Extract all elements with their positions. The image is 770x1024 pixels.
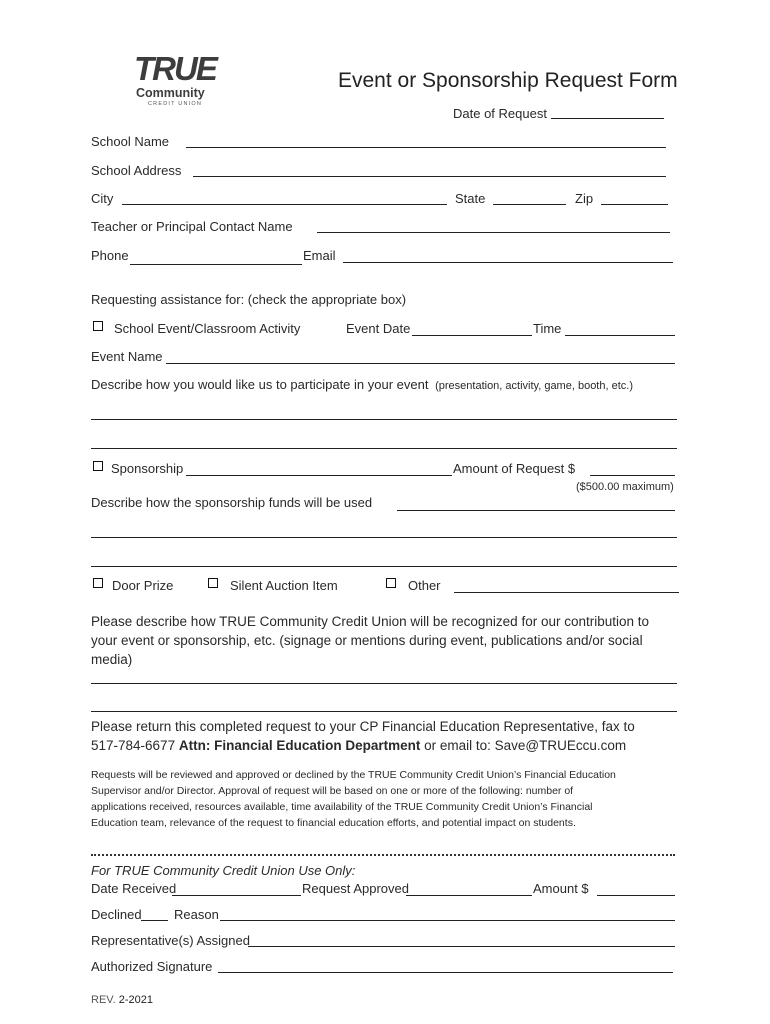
other-label: Other [408,578,441,593]
date-received-field[interactable] [172,895,301,896]
school-name-label: School Name [91,134,170,149]
review-line-2: Supervisor and/or Director. Approval of request will be based on one or more of the following: number of [91,785,574,797]
school-address-field[interactable] [193,176,666,177]
funds-line-2[interactable] [91,566,677,567]
funds-line-1[interactable] [91,537,677,538]
sponsorship-field[interactable] [186,475,452,476]
revision-prefix: REV. [91,994,116,1006]
sponsorship-label: Sponsorship [111,461,184,476]
review-line-4: Education team, relevance of the request to financial education efforts, and potential impact on students. [91,817,576,829]
event-name-label: Event Name [91,349,163,364]
form-title: Event or Sponsorship Request Form [338,69,678,92]
city-label: City [91,191,114,206]
school-event-checkbox[interactable] [93,321,103,331]
logo-community: Community [136,86,205,100]
return-instructions [91,717,635,755]
school-event-label: School Event/Classroom Activity [114,321,301,336]
fax-number: 517-784-6677 [91,738,176,753]
recognition-line-2: your event or sponsorship, etc. (signage or mentions during event, publications and/or social [91,633,643,648]
silent-auction-checkbox[interactable] [208,578,218,588]
silent-auction-label: Silent Auction Item [230,578,338,593]
school-address-label: School Address [91,163,182,178]
email-field[interactable] [343,262,673,263]
logo-brand: TRUE [134,50,216,87]
recognition-line-3: media) [91,652,133,667]
sponsorship-checkbox[interactable] [93,461,103,471]
other-checkbox[interactable] [386,578,396,588]
recognition-answer-line-2[interactable] [91,711,677,712]
time-label: Time [533,321,562,336]
event-date-field[interactable] [412,335,532,336]
sponsorship-maximum: ($500.00 maximum) [576,481,674,493]
event-date-label: Event Date [346,321,411,336]
event-name-field[interactable] [166,363,675,364]
date-of-request-label: Date of Request [453,106,547,121]
contact-name-field[interactable] [317,232,670,233]
reason-field[interactable] [220,920,675,921]
amount-of-request-field[interactable] [590,475,675,476]
school-name-field[interactable] [186,147,666,148]
recognition-question [91,612,649,669]
request-approved-field[interactable] [406,895,532,896]
describe-participation-hint: (presentation, activity, game, booth, etc.) [435,380,633,392]
dotted-divider [91,854,675,856]
contact-name-label: Teacher or Principal Contact Name [91,219,293,234]
declined-field[interactable] [141,920,168,921]
internal-amount-label: Amount $ [533,881,589,896]
representative-field[interactable] [248,946,675,947]
review-policy [91,767,616,831]
internal-use-heading: For TRUE Community Credit Union Use Only: [91,863,356,878]
requesting-heading: Requesting assistance for: (check the appropriate box) [91,292,407,307]
phone-field[interactable] [130,264,302,265]
recognition-answer-line-1[interactable] [91,683,677,684]
state-field[interactable] [493,204,566,205]
attn-text: Attn: Financial Education Department [178,738,421,753]
internal-amount-field[interactable] [597,895,675,896]
review-line-3: applications received, resources available, time availability of the TRUE Community Credit Union’s Financial [91,801,593,813]
authorized-signature-label: Authorized Signature [91,959,213,974]
describe-funds-field[interactable] [397,510,675,511]
return-line-1: Please return this completed request to your CP Financial Education Representative, fax to [91,719,635,734]
city-field[interactable] [122,204,447,205]
reason-label: Reason [174,907,219,922]
logo [132,52,242,110]
revision-label [91,992,153,1008]
review-line-1: Requests will be reviewed and approved or declined by the TRUE Community Credit Union’s Financial Education [91,769,616,781]
request-approved-label: Request Approved [302,881,409,896]
participation-line-2[interactable] [91,448,677,449]
revision-value: 2-2021 [118,994,153,1006]
representative-label: Representative(s) Assigned [91,933,250,948]
amount-of-request-label: Amount of Request $ [453,461,576,476]
return-line-2 [91,736,635,755]
door-prize-label: Door Prize [112,578,174,593]
describe-funds-label: Describe how the sponsorship funds will be used [91,495,373,510]
other-field[interactable] [454,592,679,593]
recognition-line-1: Please describe how TRUE Community Credit Union will be recognized for our contribution to [91,614,650,629]
date-of-request-field[interactable] [551,118,664,119]
authorized-signature-field[interactable] [218,972,673,973]
phone-label: Phone [91,248,129,263]
state-label: State [455,191,486,206]
zip-label: Zip [575,191,594,206]
door-prize-checkbox[interactable] [93,578,103,588]
participation-line-1[interactable] [91,419,677,420]
logo-credit-union: CREDIT UNION [148,101,203,107]
zip-field[interactable] [601,204,668,205]
describe-participation-label [91,377,633,394]
time-field[interactable] [565,335,675,336]
return-email[interactable]: or email to: Save@TRUEccu.com [424,738,627,753]
declined-label: Declined [91,907,142,922]
email-label: Email [303,248,336,263]
describe-participation-text: Describe how you would like us to participate in your event [91,377,429,392]
date-received-label: Date Received [91,881,177,896]
